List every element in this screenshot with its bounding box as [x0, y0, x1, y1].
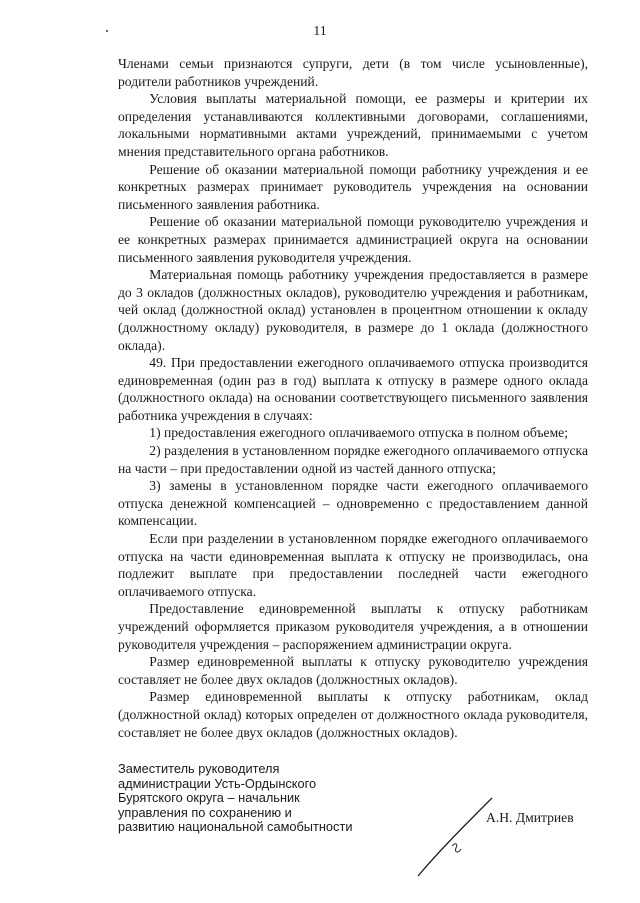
signatory-position: [118, 762, 438, 835]
signatory-name: А.Н. Дмитриев: [486, 810, 574, 825]
signatory-line: Заместитель руководителя: [118, 761, 280, 776]
paragraph-49: 49. При предоставлении ежегодного оплачиваемого отпуска производится единовременная (один раз в год) выплата к отпуску в размере одного оклада (должностного оклада) на основании соответствующего письменного заявления работника учреждения в случаях:: [118, 355, 588, 423]
scan-dot: [106, 30, 108, 32]
signatory-line: управления по сохранению и: [118, 804, 292, 820]
document-body: [118, 55, 588, 741]
paragraph-family-members: Членами семьи признаются супруги, дети (в том числе усыновленные), родители работников учреждений.: [118, 56, 588, 89]
paragraph-staff-amount: Размер единовременной выплаты к отпуску работникам, оклад (должностной оклад) которых определен от должностного оклада руководителя, составляет не более двух окладов (должностных окладов).: [118, 689, 588, 740]
handwritten-signature: [410, 790, 510, 880]
paragraph-conditions: Условия выплаты материальной помощи, ее размеры и критерии их определения устанавливаются коллективными договорами, соглашениями, локальными нормативными актами учреждений, принимаемыми с учетом мнения представительного органа работников.: [118, 91, 588, 159]
signatory-line: администрации Усть-Ордынского: [118, 775, 317, 791]
paragraph-division: Если при разделении в установленном порядке ежегодного оплачиваемого отпуска на части единовременная выплата к отпуску не производилась, она подлежит выплате при предоставлении последней части ежегодного оплачиваемого отпуска.: [118, 531, 588, 599]
signatory-line: Бурятского округа – начальник: [118, 790, 300, 806]
paragraph-assistance-amount: Материальная помощь работнику учреждения предоставляется в размере до 3 окладов (должностных окладов), руководителю учреждения и работникам, чей оклад (должностной оклад) установлен в процентном отношении к окладу (должностному окладу) руководителя, в размере до 1 оклада (должностного оклада).: [118, 267, 588, 353]
paragraph-head-amount: Размер единовременной выплаты к отпуску руководителю учреждения составляет не более двух окладов (должностных окладов).: [118, 654, 588, 687]
page-number: 11: [313, 24, 327, 39]
paragraph-decision-employee: Решение об оказании материальной помощи работнику учреждения и ее конкретных размерах принимает руководитель учреждения на основании письменного заявления работника.: [118, 161, 588, 212]
signatory-line: развитию национальной самобытности: [118, 819, 353, 835]
list-item-2: 2) разделения в установленном порядке ежегодного оплачиваемого отпуска на части – при предоставлении одной из частей данного отпуска;: [118, 443, 588, 476]
list-item-3: 3) замены в установленном порядке части ежегодного оплачиваемого отпуска денежной компенсацией – одновременно с предоставлением данной компенсации.: [118, 478, 588, 529]
paragraph-decision-head: Решение об оказании материальной помощи руководителю учреждения и ее конкретных размерах принимается администрацией округа на основании письменного заявления руководителя учреждения.: [118, 214, 588, 265]
list-item-1: 1) предоставления ежегодного оплачиваемого отпуска в полном объеме;: [149, 425, 568, 441]
paragraph-order: Предоставление единовременной выплаты к отпуску работникам учреждений оформляется приказом руководителя учреждения, а в отношении руководителя учреждения – распоряжением администрации округа.: [118, 601, 588, 652]
